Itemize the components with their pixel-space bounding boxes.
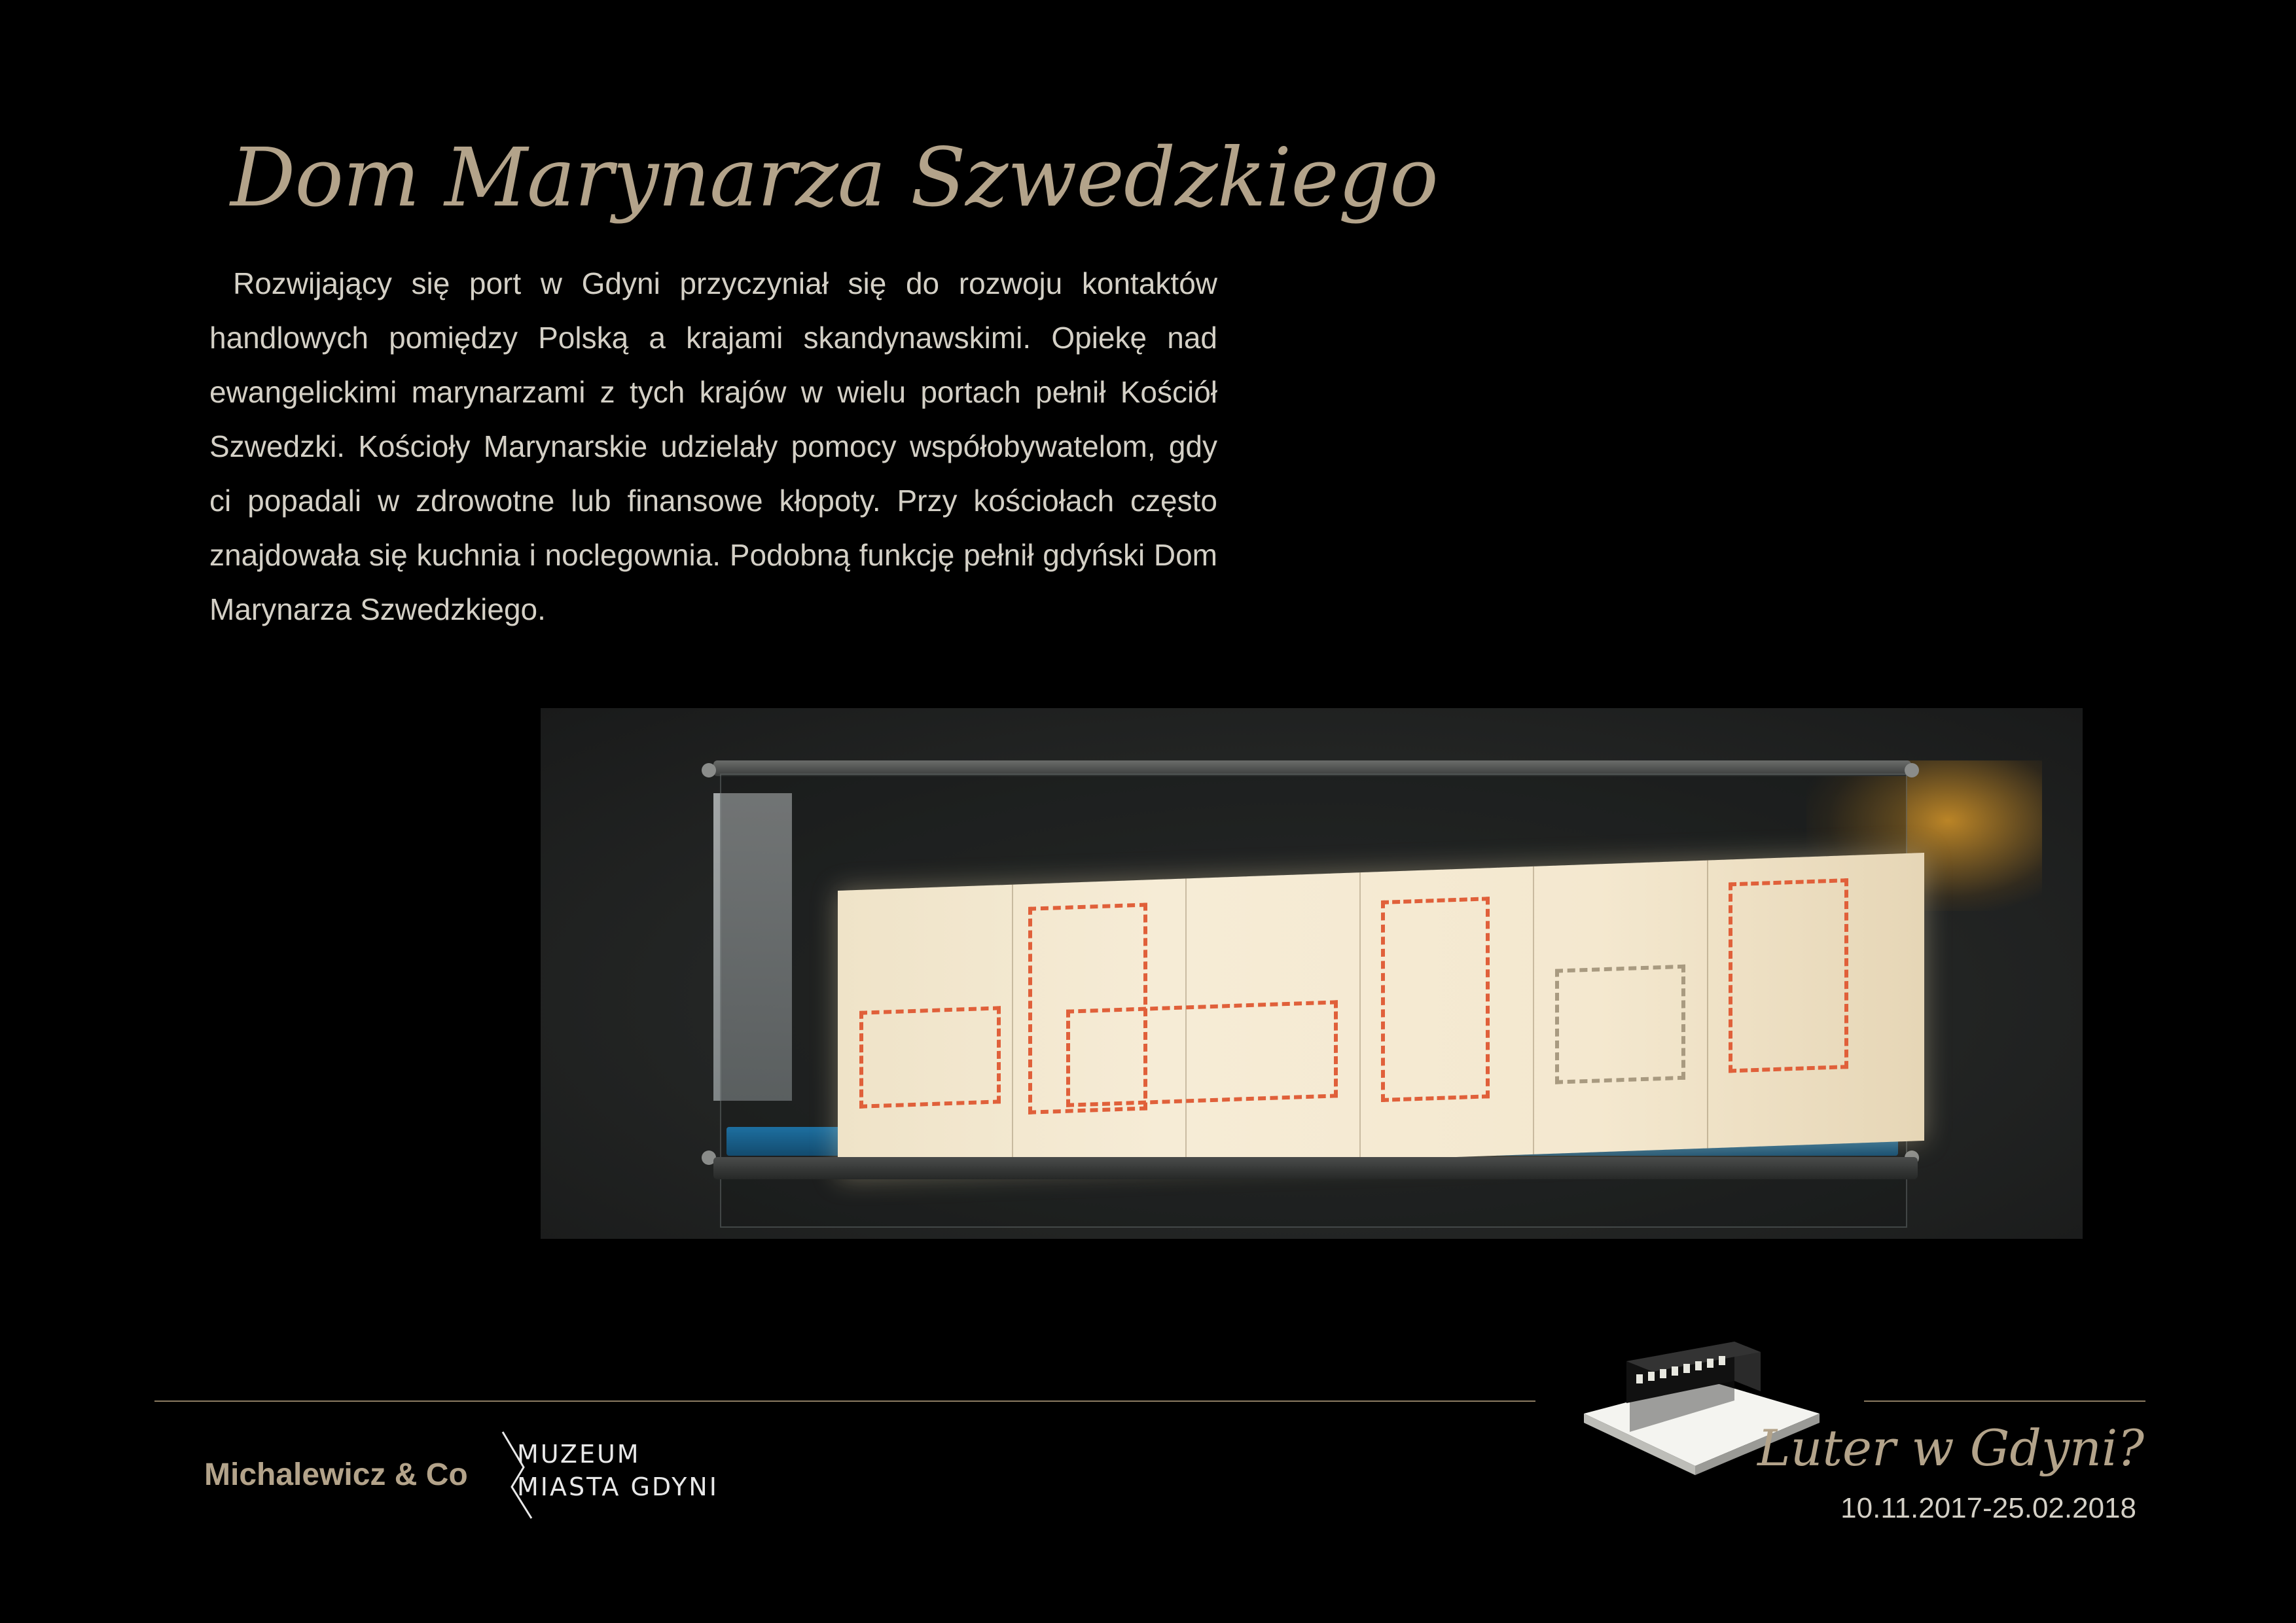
floor-plan: [859, 1006, 1001, 1109]
exhibition-dates: 10.11.2017-25.02.2018: [1840, 1492, 2136, 1524]
page-title: Dom Marynarza Szwedzkiego: [230, 131, 1438, 225]
footer-divider: [154, 1400, 1535, 1402]
bolt-icon: [702, 763, 716, 777]
display-case-photo: [530, 708, 2083, 1239]
paper-fold: [1359, 872, 1361, 1160]
body-paragraph: Rozwijający się port w Gdyni przyczyniał się do rozwoju kontaktów handlowych pomiędzy Polską a krajami skandynawskimi. Opiekę nad ewangelickimi marynarzami z tych krajów w wielu portach pełnił Kościół Szwedzki. Kościoły Marynarskie udzielały pomocy współobywatelom, gdy ci popadali w zdrowotne lub finansowe kłopoty. Przy kościołach często znajdowała się kuchnia i noclegownia. Podobną funkcję pełnił gdyński Dom Marynarza Szwedzkiego.: [209, 266, 1217, 626]
case-base-frame: [713, 1157, 1918, 1179]
floor-plan: [1066, 1000, 1338, 1107]
paper-fold: [1707, 861, 1708, 1149]
footer-divider: [1864, 1400, 2145, 1402]
floor-plan: [1555, 965, 1685, 1084]
museum-logo-line1: MUZEUM: [517, 1440, 641, 1469]
paper-fold: [1533, 866, 1534, 1154]
museum-logo: [497, 1428, 720, 1520]
museum-logo-line2: MIASTA GDYNI: [517, 1472, 719, 1501]
bolt-icon: [1905, 763, 1919, 777]
floor-plan: [1729, 878, 1848, 1073]
floor-plan: [1381, 897, 1490, 1102]
exhibition-title: Luter w Gdyni?: [1757, 1419, 2144, 1477]
paper-fold: [1012, 885, 1013, 1173]
sponsor-logo: Michalewicz & Co: [204, 1457, 468, 1492]
floor-plan-drawings: [838, 853, 1924, 1179]
